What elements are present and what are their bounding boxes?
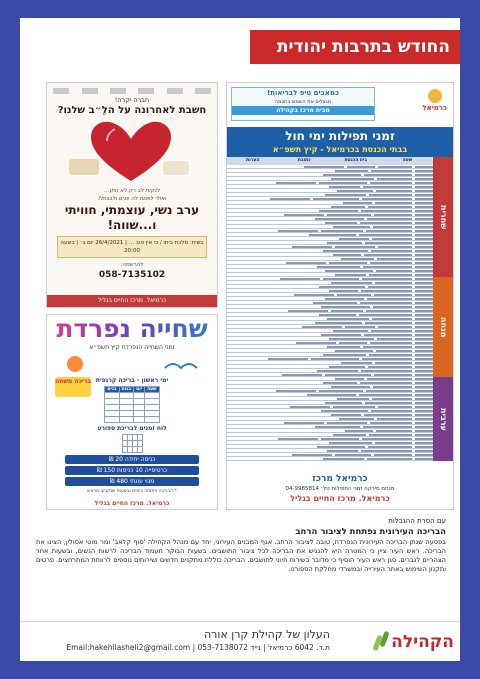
col-synagogue: בית הכנסת: [344, 158, 368, 163]
men-schedule-title: לוח זמנים לבריכת ספורט: [97, 425, 167, 432]
article-title: הבריכה העירונית נפתחת לציבור הרחב: [295, 527, 446, 537]
banner-line-2: מנצלים את השמש בחכמה: [274, 99, 332, 105]
flyer-grid: [28, 82, 452, 510]
flyer-prayer-times[interactable]: [226, 82, 454, 510]
col-time: שעה: [402, 158, 412, 163]
sponsor-logo: [195, 88, 211, 94]
article-body: בפסעה שנתן הבריכה העירונית הנפרדת, טובה לציבור הרחב. אגף המבנים העירוני, יחד עם מנהל הקהילה 'סוף קלאב' ומר מוטי אסולין, הציגו את הבריכה. ראש העיר ציין כי המטרה היא להנגיש את הבריכה לכל ציבור התושבים. בשעות הבוקר תעמוד הבריכה לרשות הנשים, ובשעות אחר הצהריים לגברים. סגן ראש העיר הוסיף כי מדובר בשירות חיוני לתושבים. הבריכה כוללת מתקנים חדשים ושירותים נוספים לרווחת המתרחצים. פרטים ותקנון השימוש באתר העירייה ובמשרדי מחלקת הספורט.: [36, 538, 446, 573]
col-girls: בנות: [119, 387, 133, 393]
flyer-big-line: ערב נשי, עוצמתי, חוויתי ו...שווה!: [64, 203, 200, 232]
page-title: החודש בתרבות יהודית: [250, 30, 460, 64]
prayer-footer-line-3: כרמיאל. מרכז החיים בגליל: [290, 494, 390, 503]
flyer-footer: כרמיאל. מרכז החיים בגליל: [94, 500, 170, 507]
brand-logo: [371, 626, 454, 658]
swim-title: שחייה נפרדת: [47, 315, 217, 343]
table-row: [122, 447, 142, 453]
sponsor-logo: [110, 88, 126, 94]
swim-illustration: [47, 352, 217, 376]
side-label-mincha: מנחה: [433, 277, 453, 377]
women-schedule-title: ימי ראשון - בריכה קרנפית: [95, 377, 169, 384]
table-row: [105, 417, 159, 423]
city-logo-text: כרמיאל: [422, 104, 447, 112]
prayer-footer-line-1: כרמיאל מרכז: [312, 474, 368, 484]
col-address: כתובת: [297, 158, 311, 163]
flyer-greeting: חברה יקרה!: [114, 96, 150, 104]
price-season: מנוי עונתי 480 ₪: [65, 477, 199, 486]
table-row: [227, 457, 433, 461]
footer-contact[interactable]: ת.ד. 6042 כרמיאל | נייד 053-7138072 | Email:hakehilasheli2@gmail.com: [66, 643, 330, 652]
prayer-footer: [227, 473, 453, 509]
prayer-header: [227, 127, 453, 157]
health-banner: [231, 87, 375, 121]
swim-note: * הבריכה פתוחה בימים ובשעות שנקבעו מראש: [87, 489, 177, 494]
banner-line-3: מבית מרכז בקהילה: [232, 106, 374, 115]
sponsor-logo: [82, 88, 98, 94]
newsletter-footer: [20, 621, 460, 661]
sponsor-logo: [167, 88, 183, 94]
register-label: להרשמה:: [120, 262, 144, 268]
newspaper-name: העלון של קהילת קרן אורה: [203, 628, 330, 641]
prayer-footer-line-2: מנחם סירקה זמני התפילות טל׳ 04-9985814: [285, 486, 395, 492]
col-hour: שעה: [145, 387, 160, 393]
swim-subtitle: זמני השחייה הנפרדת קיץ תשפ״א: [89, 344, 175, 351]
col-notes: הערות: [246, 158, 260, 163]
flyer-womens-evening[interactable]: [46, 82, 218, 308]
prayer-subtitle: בבתי הכנסת בכרמיאל - קיץ תשפ״א: [272, 145, 408, 154]
prayer-rows: [227, 165, 433, 461]
city-emblem-icon: [428, 89, 442, 103]
flyer-separate-swimming[interactable]: [46, 314, 218, 510]
prayer-table: [227, 157, 433, 461]
swimmer-icon: [46, 352, 217, 376]
prayer-body: [227, 157, 453, 461]
flyer-caption-1: לנקות לב רק לא נותן...: [104, 188, 160, 194]
prayer-table-header: [227, 157, 433, 165]
women-schedule-table: [104, 386, 159, 423]
prayer-title: זמני תפילות ימי חול: [285, 129, 395, 143]
city-logo: [422, 89, 447, 112]
leaf-icon: [373, 629, 391, 655]
pool-badge: בריכה משחה: [55, 377, 91, 397]
prayer-top: [227, 83, 453, 127]
flyer-caption-2: ואולי לפנות לה פנים ולבבות?: [97, 196, 167, 202]
col-boys: בנים: [105, 387, 119, 393]
footer-info: [26, 628, 330, 654]
heart-icon: [46, 117, 217, 187]
newsletter-page: [20, 18, 460, 661]
price-single: כניסה יחידה 20 ₪: [65, 455, 199, 464]
sponsor-logo: [138, 88, 154, 94]
brand-name: הקהילה: [391, 632, 454, 652]
price-card: כרטיסייה 10 כניסות 150 ₪: [65, 466, 199, 475]
men-schedule-table: [122, 434, 143, 453]
register-phone[interactable]: 058-7135102: [98, 270, 166, 280]
pool-article: [36, 516, 446, 574]
sponsor-logo: [53, 88, 69, 94]
event-details-box: בשיח: מלכת ביתו / כי אין טוב ... | 26/4/2021 יום ב׳ | בשעה 20:00: [57, 236, 207, 258]
prayer-side-labels: [433, 157, 453, 461]
heart-illustration: [47, 117, 217, 187]
flyer-headline: חשבת לאחרונה על הלֵ״ב שלנו?: [57, 105, 207, 116]
flyer-footer: כרמיאל. מרכז החיים בגליל: [47, 295, 217, 307]
side-label-arvit: ערבית: [433, 377, 453, 461]
sponsor-logos: [47, 86, 217, 96]
article-caption: עם הסרת ההגבלות: [388, 517, 446, 525]
col-day: יום: [134, 387, 145, 393]
side-label-shacharit: שחרית: [433, 157, 453, 277]
banner-line-1: כמאבים טיפ לבריאות!: [267, 89, 339, 97]
